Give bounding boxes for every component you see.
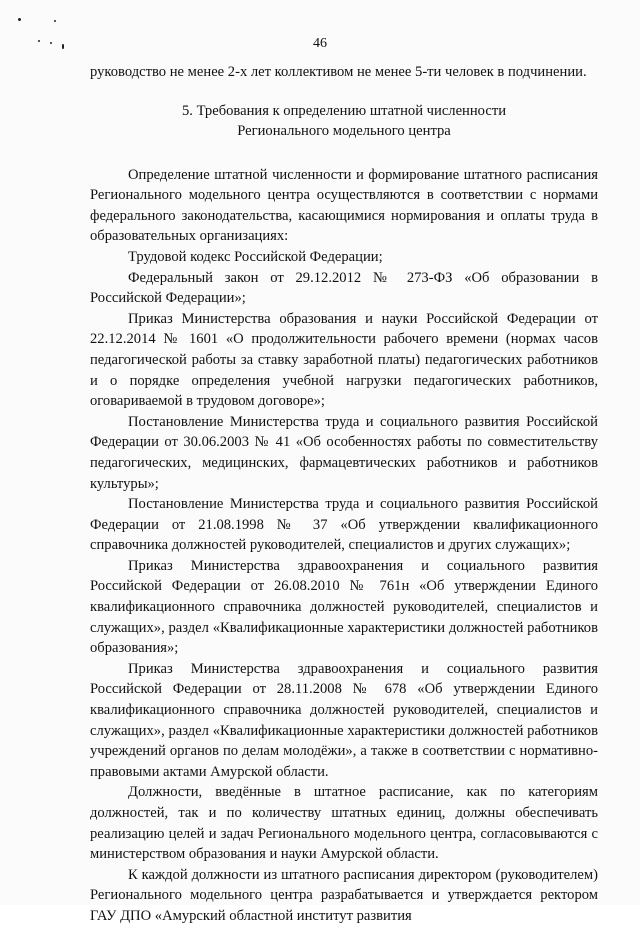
section-heading-line2: Регионального модельного центра (237, 122, 451, 139)
paragraph: Приказ Министерства образования и науки Российской Федерации от 22.12.2014 № 1601 «О продолжительности рабочего времени (нормах часов педагогической работы за ставку заработной платы) педагогических работников и о порядке определения учебной нагрузки педагогических работников, оговариваемой в трудовом договоре»; (90, 310, 598, 410)
section-heading-line1: 5. Требования к определению штатной численности (181, 102, 507, 119)
paragraph: Постановление Министерства труда и социального развития Российской Федерации от 21.08.1998 № 37 «Об утверждении квалификационного справочника должностей руководителей, специалистов и других служащих»; (90, 496, 598, 554)
paragraph-continuation: руководство не менее 2-х лет коллективом не менее 5-ти человек в подчинении. (90, 64, 587, 80)
paragraph: Постановление Министерства труда и социального развития Российской Федерации от 30.06.2003 № 41 «Об особенностях работы по совместительству педагогических, медицинских, фармацевтических работников и работников культуры»; (90, 413, 598, 492)
section-heading (90, 101, 598, 141)
paragraph: Приказ Министерства здравоохранения и социального развития Российской Федерации от 28.11.2008 № 678 «Об утверждении Единого квалификационного справочника должностей руководителей, специалистов и служащих», раздел «Квалификационные характеристики должностей работников учреждений органов по делам молодёжи», а также в соответствии с нормативно-правовыми актами Амурской области. (90, 660, 598, 780)
paragraph: Трудовой кодекс Российской Федерации; (128, 248, 383, 265)
paragraph: Определение штатной численности и формирование штатного расписания Регионального модельного центра осуществляются в соответствии с нормами федерального законодательства, касающимися нормирования и оплаты труда в образовательных организациях: (90, 166, 598, 245)
paragraph: К каждой должности из штатного расписания директором (руководителем) Регионального модельного центра разрабатывается и утверждается ректором ГАУ ДПО «Амурский областной институт развития (90, 866, 598, 924)
document-body (90, 62, 598, 927)
paragraph: Федеральный закон от 29.12.2012 № 273-ФЗ «Об образовании в Российской Федерации»; (90, 269, 598, 307)
page-number: 46 (313, 36, 327, 51)
paragraph: Должности, введённые в штатное расписание, как по категориям должностей, так и по количеству штатных единиц, должны обеспечивать реализацию целей и задач Регионального модельного центра, согласовываются с министерством образования и науки Амурской области. (90, 784, 598, 863)
paragraph: Приказ Министерства здравоохранения и социального развития Российской Федерации от 26.08.2010 № 761н «Об утверждении Единого квалификационного справочника должностей руководителей, специалистов и служащих», раздел «Квалификационные характеристики должностей работников образования»; (90, 557, 598, 657)
